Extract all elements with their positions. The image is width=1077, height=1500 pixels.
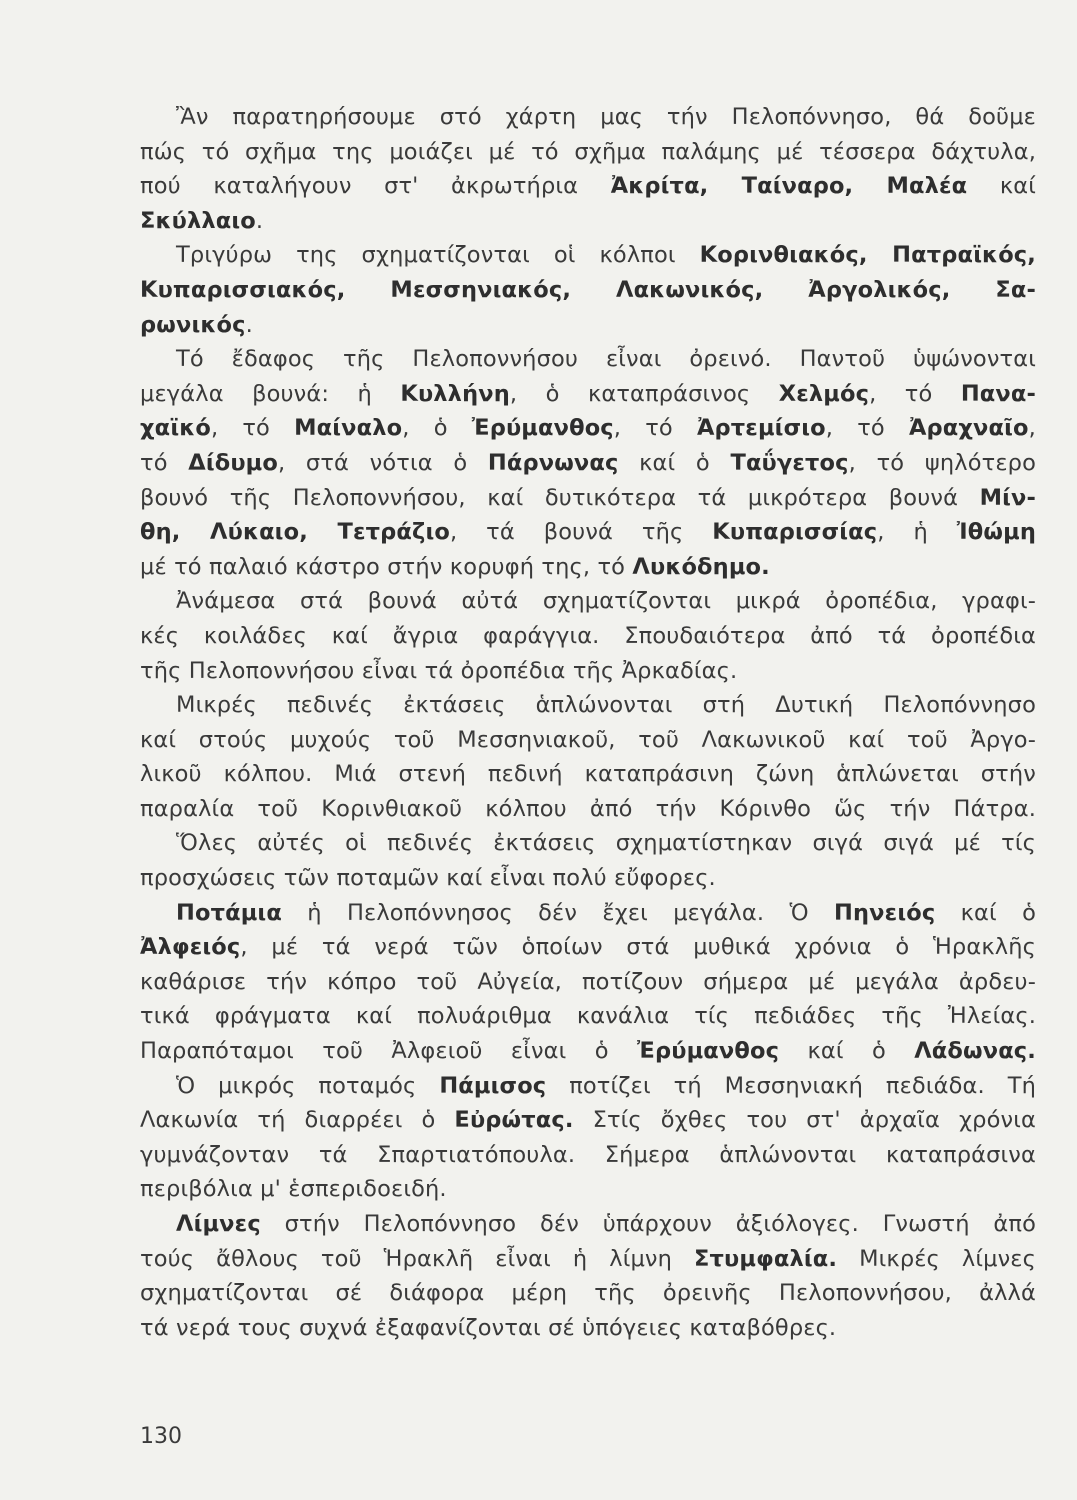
text-line bbox=[140, 481, 1036, 516]
text-run: καθάρισε τήν κόπρο τοῦ Αὐγεία, ποτίζουν σήμερα μέ μεγάλα ἀρδευ- bbox=[140, 968, 1036, 995]
text-line bbox=[140, 308, 1036, 343]
text-line bbox=[140, 688, 1036, 723]
page-body-text bbox=[140, 100, 1036, 1345]
text-run: Τριγύρω της σχηματίζονται οἱ κόλποι bbox=[176, 242, 700, 269]
text-run: , τό bbox=[869, 380, 961, 407]
text-line bbox=[140, 1069, 1036, 1104]
bold-term: Ποτάμια bbox=[176, 899, 282, 926]
bold-term: Λίμνες bbox=[176, 1211, 261, 1237]
bold-term: θη, Λύκαιο, Τετράζιο bbox=[140, 519, 450, 546]
text-line bbox=[140, 965, 1036, 1000]
text-run: βουνό τῆς Πελοποννήσου, καί δυτικότερα τά μικρότερα βουνά bbox=[140, 484, 980, 511]
bold-term: Μίν- bbox=[979, 484, 1036, 511]
text-line bbox=[140, 999, 1036, 1034]
text-line bbox=[140, 1103, 1036, 1138]
text-line bbox=[140, 757, 1036, 792]
text-line bbox=[140, 896, 1036, 931]
bold-term: Στυμφαλία. bbox=[694, 1245, 838, 1272]
text-run: . bbox=[245, 311, 253, 338]
text-run: καί bbox=[967, 173, 1036, 200]
bold-term: Χελμός bbox=[778, 380, 870, 407]
text-line bbox=[140, 1242, 1036, 1277]
text-run: γυμνάζονταν τά Σπαρτιατόπουλα. Σήμερα ἁπλώνονται καταπράσινα bbox=[140, 1141, 1036, 1168]
text-run: , τό bbox=[210, 415, 295, 442]
text-run: ποτίζει τή Μεσσηνιακή πεδιάδα. Τή bbox=[546, 1072, 1036, 1099]
text-line bbox=[140, 550, 1036, 585]
bold-term: Κυπαρισσίας bbox=[712, 519, 878, 546]
text-run: μεγάλα βουνά: ἡ bbox=[140, 380, 401, 407]
bold-term: Ἀρτεμίσιο bbox=[696, 415, 826, 442]
bold-term: Πηνειός bbox=[834, 899, 936, 926]
text-run: Μικρές λίμνες bbox=[837, 1245, 1036, 1272]
text-line bbox=[140, 584, 1036, 619]
bold-term: χαϊκό bbox=[140, 415, 211, 442]
text-run: καί ὁ bbox=[935, 899, 1036, 926]
bold-term: Ἀλφειός bbox=[140, 934, 241, 961]
bold-term: Ἐρύμανθος bbox=[637, 1038, 780, 1065]
text-run: , τό bbox=[613, 415, 697, 442]
bold-term: Κυλλήνη bbox=[400, 380, 510, 407]
text-run: τικά φράγματα καί πολυάριθμα κανάλια τίς πεδιάδες τῆς Ἠλείας. bbox=[140, 1003, 1036, 1030]
text-line bbox=[140, 1276, 1036, 1311]
bold-term: Κορινθιακός, Πατραϊκός, bbox=[699, 242, 1036, 269]
text-line bbox=[140, 1138, 1036, 1173]
bold-term: Σκύλλαιο bbox=[140, 207, 256, 234]
text-run: Ἀνάμεσα στά βουνά αὐτά σχηματίζονται μικρά ὀροπέδια, γραφι- bbox=[176, 588, 1036, 615]
text-line bbox=[140, 861, 1036, 896]
text-line bbox=[140, 792, 1036, 827]
bold-term: Εὐρώτας. bbox=[454, 1107, 574, 1134]
text-run: καί στούς μυχούς τοῦ Μεσσηνιακοῦ, τοῦ Λακωνικοῦ καί τοῦ Ἀργο- bbox=[140, 726, 1036, 753]
text-run: κές κοιλάδες καί ἄγρια φαράγγια. Σπουδαιότερα ἀπό τά ὀροπέδια bbox=[140, 622, 1036, 649]
text-line bbox=[140, 826, 1036, 861]
text-run: Παραπόταμοι τοῦ Ἀλφειοῦ εἶναι ὁ bbox=[140, 1038, 638, 1065]
text-run: Ὅλες αὐτές οἱ πεδινές ἐκτάσεις σχηματίστηκαν σιγά σιγά μέ τίς bbox=[176, 830, 1036, 857]
text-line bbox=[140, 238, 1036, 273]
text-run: , τό bbox=[825, 415, 909, 442]
text-run: προσχώσεις τῶν ποταμῶν καί εἶναι πολύ εὔφορες. bbox=[140, 865, 716, 892]
text-run: , τό ψηλότερο bbox=[848, 449, 1036, 476]
text-line bbox=[140, 377, 1036, 412]
text-run: Λακωνία τή διαρρέει ὁ bbox=[140, 1107, 455, 1134]
text-run: σχηματίζονται σέ διάφορα μέρη τῆς ὀρεινῆς Πελοποννήσου, ἀλλά bbox=[140, 1280, 1036, 1307]
text-line bbox=[140, 1207, 1036, 1242]
text-line bbox=[140, 204, 1036, 239]
bold-term: Λάδωνας. bbox=[914, 1038, 1036, 1065]
bold-term: Πάρνωνας bbox=[487, 449, 619, 476]
text-run: . bbox=[255, 207, 264, 234]
text-line bbox=[140, 135, 1036, 170]
text-run: , μέ τά νερά τῶν ὁποίων στά μυθικά χρόνια ὁ Ἡρακλῆς bbox=[240, 934, 1036, 961]
bold-term: Ἐρύμανθος bbox=[471, 415, 614, 442]
text-run: Στίς ὄχθες του στ' ἀρχαῖα χρόνια bbox=[573, 1107, 1036, 1134]
text-run: περιβόλια μ' ἑσπεριδοειδή. bbox=[140, 1176, 447, 1203]
text-line bbox=[140, 446, 1036, 481]
bold-term: Ἰθώμη bbox=[956, 519, 1036, 546]
text-run: Τό ἔδαφος τῆς Πελοποννήσου εἶναι ὀρεινό. Παντοῦ ὑψώνονται bbox=[176, 346, 1036, 373]
text-run: τούς ἄθλους τοῦ Ἡρακλῆ εἶναι ἡ λίμνη bbox=[140, 1245, 695, 1272]
bold-term: Μαίναλο bbox=[294, 415, 403, 442]
text-run: στήν Πελοπόννησο δέν ὑπάρχουν ἀξιόλογες. Γνωστή ἀπό bbox=[260, 1211, 1036, 1237]
text-run: καί ὁ bbox=[779, 1038, 915, 1065]
text-line bbox=[140, 619, 1036, 654]
text-line bbox=[140, 100, 1036, 135]
text-run: ἡ Πελοπόννησος δέν ἔχει μεγάλα. Ὁ bbox=[281, 899, 835, 926]
text-line bbox=[140, 411, 1036, 446]
text-run: μέ τό παλαιό κάστρο στήν κορυφή της, τό bbox=[140, 553, 633, 580]
text-line bbox=[140, 1311, 1036, 1346]
bold-term: Κυπαρισσιακός, Μεσσηνιακός, Λακωνικός, Ἀργολικός, Σα- bbox=[140, 276, 1036, 303]
bold-term: Ταΰγετος bbox=[730, 449, 849, 476]
bold-term: Λυκόδημο. bbox=[632, 553, 770, 580]
text-line bbox=[140, 723, 1036, 758]
bold-term: ρωνικός bbox=[140, 311, 246, 338]
bold-term: Ἀκρίτα, Ταίναρο, Μαλέα bbox=[610, 173, 968, 200]
text-run: , ἡ bbox=[877, 519, 957, 546]
text-run: , ὁ καταπράσινος bbox=[509, 380, 779, 407]
bold-term: Πανα- bbox=[960, 380, 1036, 407]
bold-term: Ἀραχναῖο bbox=[908, 415, 1029, 442]
text-run: Ὁ μικρός ποταμός bbox=[176, 1072, 440, 1099]
text-run: τά νερά τους συχνά ἐξαφανίζονται σέ ὑπόγειες καταβόθρες. bbox=[140, 1314, 837, 1341]
text-line bbox=[140, 169, 1036, 204]
text-line bbox=[140, 1172, 1036, 1207]
text-run: Ἂν παρατηρήσουμε στό χάρτη μας τήν Πελοπόννησο, θά δοῦμε bbox=[176, 104, 1036, 130]
text-run: , στά νότια ὁ bbox=[278, 449, 488, 476]
text-line bbox=[140, 654, 1036, 689]
text-run: τό bbox=[140, 449, 189, 476]
text-run: , τά βουνά τῆς bbox=[450, 519, 713, 546]
text-line bbox=[140, 930, 1036, 965]
text-run: πώς τό σχῆμα της μοιάζει μέ τό σχῆμα παλάμης μέ τέσσερα δάχτυλα, bbox=[140, 138, 1036, 165]
text-line bbox=[140, 515, 1036, 550]
text-line bbox=[140, 1034, 1036, 1069]
page-number: 130 bbox=[140, 1424, 182, 1449]
text-run: Μικρές πεδινές ἐκτάσεις ἁπλώνονται στή Δυτική Πελοπόννησο bbox=[176, 692, 1036, 719]
text-run: παραλία τοῦ Κορινθιακοῦ κόλπου ἀπό τήν Κόρινθο ὥς τήν Πάτρα. bbox=[140, 795, 1036, 822]
bold-term: Πάμισος bbox=[439, 1072, 547, 1099]
bold-term: Δίδυμο bbox=[188, 449, 278, 476]
text-run: τῆς Πελοποννήσου εἶναι τά ὀροπέδια τῆς Ἀρκαδίας. bbox=[140, 657, 738, 684]
text-run: πού καταλήγουν στ' ἀκρωτήρια bbox=[140, 173, 611, 200]
text-run: , ὁ bbox=[402, 415, 472, 442]
text-run: καί ὁ bbox=[618, 449, 731, 476]
text-line bbox=[140, 273, 1036, 308]
text-line bbox=[140, 342, 1036, 377]
text-run: λικοῦ κόλπου. Μιά στενή πεδινή καταπράσινη ζώνη ἁπλώνεται στήν bbox=[140, 761, 1036, 788]
text-run: , bbox=[1028, 415, 1036, 442]
